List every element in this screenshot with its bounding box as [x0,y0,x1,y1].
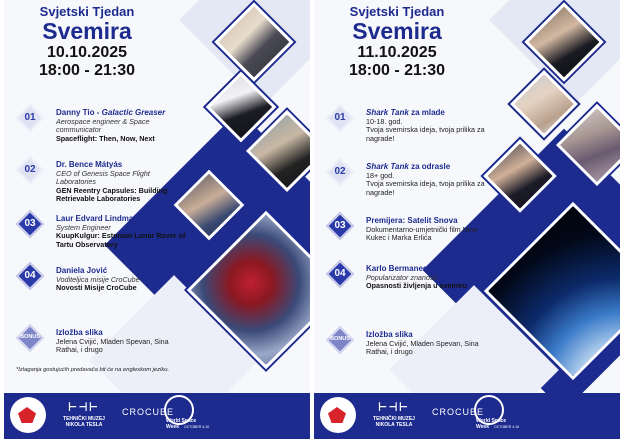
event-name: za odrasle [408,162,451,171]
item-number: 01 [334,112,346,123]
bonus-text: Jelena Cvijić, Mladen Spevan, Sina Rathai, i drugo [366,339,479,357]
item-number: 02 [24,164,36,175]
item-number: 04 [334,268,346,279]
talk-title: KuupKulgur: Estonian Lunar Rover of Tartu Observatory [56,231,186,249]
museum-mark-icon: ⊢⊣⊢ [68,400,100,416]
museum-name: TEHNIČKI MUZEJ NIKOLA TESLA [373,416,415,428]
event-name: za mlade [408,108,445,117]
museum-mark-icon: ⊢⊣⊢ [378,400,410,416]
bonus-label: BONUS [20,334,40,340]
age-range: 10-18. god. [366,117,403,126]
bonus-title: Izložba slika [366,330,413,339]
event-description: Tvoja svemirska ideja, tvoja prilika za nagrade! [366,125,485,143]
event-name: Premijera: Satelit Snova [366,216,458,225]
age-range: 18+ god. [366,171,395,180]
speaker-name: Dr. Bence Mátyás [56,160,123,169]
city-logo-icon [10,397,46,433]
bonus-title: Izložba slika [56,328,103,337]
speaker-role: Voditeljica misije CroCube [56,275,140,284]
footer-logos [314,393,620,439]
item-number: 02 [334,166,346,177]
footer-logos [4,393,310,439]
wsw-dates: OCTOBER 4-10 [184,425,210,429]
crocube-logo: CROCUBE [432,407,485,417]
item-number: 01 [24,112,36,123]
poster-header [332,5,462,80]
speaker-nickname: Galactic Greaser [101,108,166,117]
event-time: 18:00 - 21:30 [348,62,446,79]
poster-oct-10 [4,0,310,439]
museum-logo [364,399,424,428]
event-date: 11.10.2025 [357,44,437,61]
event-subtitle: Svjetski Tjedan [349,4,445,19]
event-subtitle: Svjetski Tjedan [39,4,135,19]
event-title: Svemira [42,18,132,44]
event-date: 10.10.2025 [46,44,128,61]
event-title: Svemira [352,18,442,44]
item-number: 04 [24,270,36,281]
talk-title: Spaceflight: Then, Now, Next [56,133,155,143]
wsw-dates: OCTOBER 4-10 [494,425,520,429]
event-time: 18:00 - 21:30 [38,62,136,79]
event-name-italic: Shark Tank [366,162,409,171]
item-number: 03 [334,220,346,231]
speaker-role: Aerospace engineer & Space communicator [56,117,150,135]
poster-oct-11 [314,0,620,439]
speaker-name: Danny Tio - [56,108,102,117]
speaker-name: Laur Edvard Lindmaa [56,214,138,223]
bonus-text: Jelena Cvijić, Mladen Spevan, Sina Rathai, i drugo [56,337,169,355]
event-description: Dokumentarno-umjetnički film Nine Kukec i Marka Erlića [366,225,478,243]
speaker-role: System Engineer [56,223,111,232]
talk-title: Opasnosti življenja u svemiru [366,281,468,291]
city-logo-icon [320,397,356,433]
event-name-italic: Shark Tank [366,108,409,117]
wsw-logo-text: World Space Week [476,418,507,430]
talk-title: GEN Reentry Capsules: Building Retrievable Laboratories [56,185,168,204]
bonus-label: BONUS [330,336,350,342]
museum-name: TEHNIČKI MUZEJ NIKOLA TESLA [63,416,105,428]
speaker-role: Popularizator znanosti [366,273,438,282]
item-number: 03 [24,218,36,229]
speaker-name: Daniela Jović [56,266,108,275]
museum-logo [54,399,114,428]
talk-title: Novosti Misije CroCube [56,283,137,293]
wsw-logo-text: World Space Week [166,418,197,430]
crocube-logo: CROCUBE [122,407,175,417]
event-description: Tvoja svemirska ideja, tvoja prilika za nagrade! [366,179,485,197]
speaker-name: Karlo Bermanec [366,264,428,273]
language-note: *Izlaganja gostujućih predavača bit će na engleskom jeziku. [16,367,170,373]
speaker-role: CEO of Genesis Space Flight Laboratories [56,169,150,187]
poster-header [22,5,152,80]
